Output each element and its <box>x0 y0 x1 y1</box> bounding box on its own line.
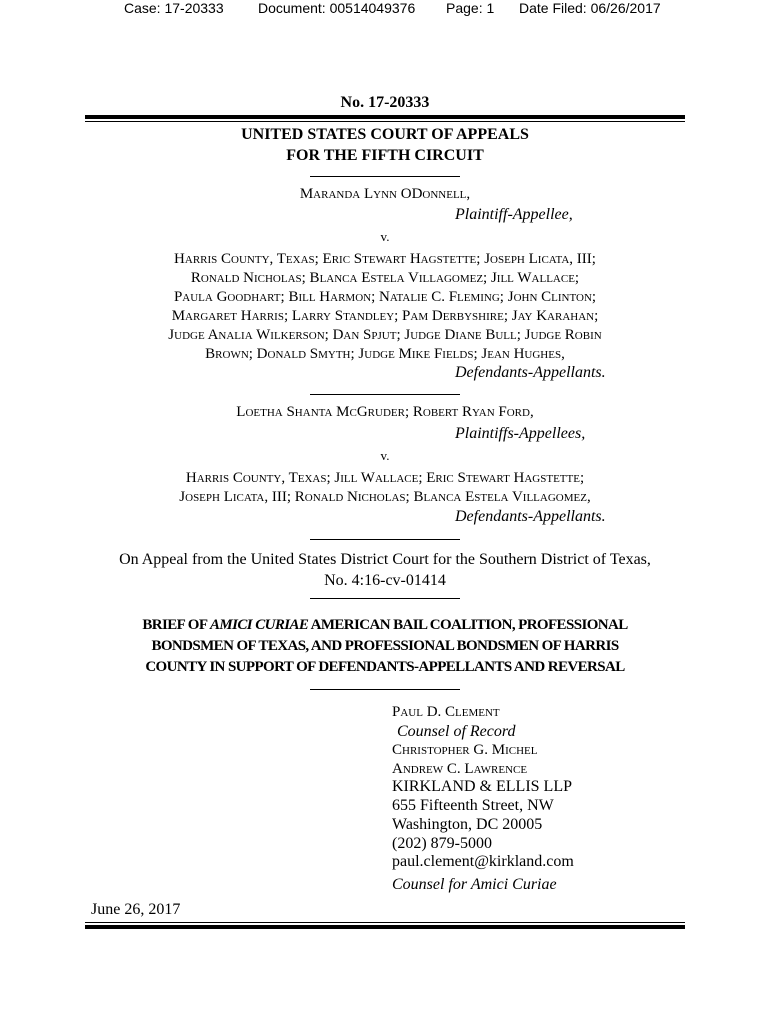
brief-title-line2: BONDSMEN OF TEXAS, AND PROFESSIONAL BONDSMEN OF HARRIS <box>151 638 619 654</box>
defendants-line: Paula Goodhart; Bill Harmon; Natalie C. Fleming; John Clinton; <box>173 289 597 305</box>
docket-number: No. 17-20333 <box>340 94 430 111</box>
amici-curiae: AMICI CURIAE <box>210 617 309 633</box>
defendants-line: Ronald Nicholas; Blanca Estela Villagomez; Jill Wallace; <box>190 270 580 286</box>
date-filed: Date Filed: 06/26/2017 <box>519 0 661 16</box>
phone-number: (202) 879-5000 <box>392 835 492 852</box>
top-rule-thin <box>85 121 685 122</box>
brief-date: June 26, 2017 <box>91 901 181 918</box>
counsel-name: Paul D. Clement <box>392 704 500 720</box>
email-address: paul.clement@kirkland.com <box>392 853 574 870</box>
separator <box>310 689 460 690</box>
plaintiffs-appellees: Loetha Shanta McGruder; Robert Ryan Ford, <box>236 404 534 420</box>
defendant-role-2: Defendants-Appellants. <box>455 508 606 525</box>
court-name-line2: FOR THE FIFTH CIRCUIT <box>286 147 484 164</box>
plaintiff-appellee: Maranda Lynn ODonnell, <box>299 186 471 202</box>
plaintiff-role: Plaintiff-Appellee, <box>455 206 573 223</box>
street-address: 655 Fifteenth Street, NW <box>392 797 554 814</box>
defendants-line: Judge Analia Wilkerson; Dan Spjut; Judge Diane Bull; Judge Robin <box>168 327 602 343</box>
separator <box>310 598 460 599</box>
case-number: Case: 17-20333 <box>124 0 224 16</box>
appeal-line1: On Appeal from the United States District Court for the Southern District of Texas, <box>119 551 651 568</box>
bottom-rule <box>85 925 685 929</box>
separator <box>310 539 460 540</box>
versus: v. <box>380 448 390 463</box>
defendants-line: Harris County, Texas; Eric Stewart Hagstette; Joseph Licata, III; <box>174 251 596 267</box>
defendants-list <box>0 250 770 364</box>
appeal-line2: No. 4:16-cv-01414 <box>324 572 446 589</box>
separator <box>310 394 460 395</box>
ecf-header <box>124 0 684 18</box>
plaintiffs-role: Plaintiffs-Appellees, <box>455 425 586 442</box>
top-rule <box>85 115 685 119</box>
versus: v. <box>380 229 390 244</box>
brief-title-line3: COUNTY IN SUPPORT OF DEFENDANTS-APPELLANTS AND REVERSAL <box>145 659 625 675</box>
bottom-rule-thin <box>85 922 685 923</box>
law-firm: KIRKLAND & ELLIS LLP <box>392 778 572 795</box>
page-number: Page: 1 <box>446 0 495 16</box>
defendant-role: Defendants-Appellants. <box>455 364 606 381</box>
defendants-line: Joseph Licata, III; Ronald Nicholas; Blanca Estela Villagomez, <box>179 489 591 505</box>
defendants-list-2 <box>0 469 770 507</box>
brief-prefix: BRIEF OF <box>142 617 211 633</box>
counsel-name-2: Christopher G. Michel <box>392 742 538 758</box>
brief-title-line1 <box>0 617 770 634</box>
counsel-for: Counsel for Amici Curiae <box>392 876 557 893</box>
defendants-line: Harris County, Texas; Jill Wallace; Eric Stewart Hagstette; <box>185 470 585 486</box>
brief-line1-rest: AMERICAN BAIL COALITION, PROFESSIONAL <box>308 617 628 633</box>
counsel-name-3: Andrew C. Lawrence <box>392 761 528 777</box>
document-number: Document: 00514049376 <box>258 0 416 16</box>
counsel-of-record: Counsel of Record <box>397 723 516 740</box>
city-address: Washington, DC 20005 <box>392 816 543 833</box>
defendants-line: Brown; Donald Smyth; Judge Mike Fields; Jean Hughes, <box>205 346 565 362</box>
court-name-line1: UNITED STATES COURT OF APPEALS <box>241 126 529 143</box>
separator <box>310 176 460 177</box>
defendants-line: Margaret Harris; Larry Standley; Pam Derbyshire; Jay Karahan; <box>171 308 599 324</box>
